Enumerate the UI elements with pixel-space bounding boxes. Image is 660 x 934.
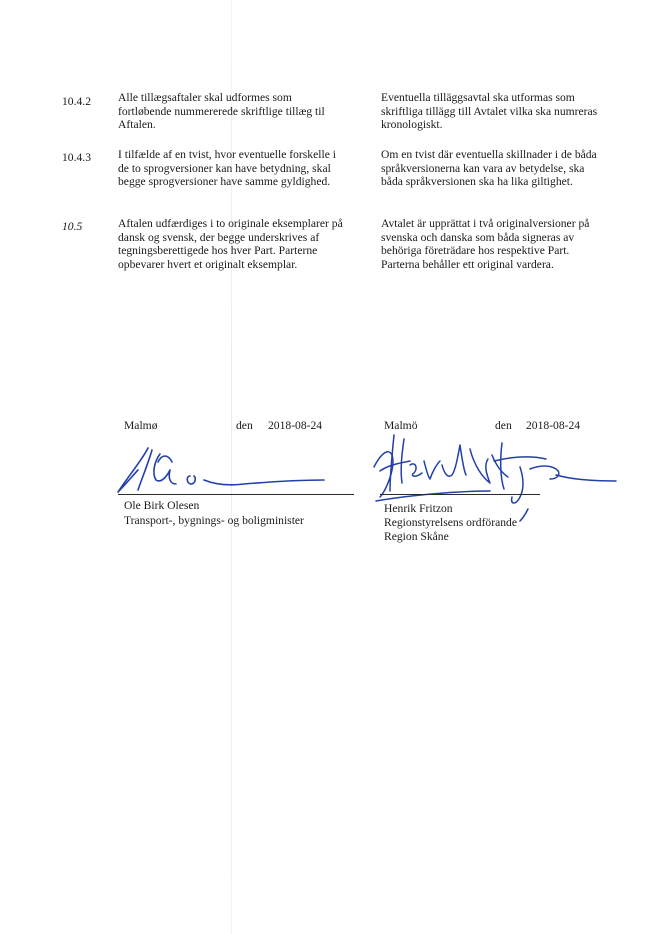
clause-10-4-3-swedish: Om en tvist där eventuella skillnader i de båda språkversionerna kan vara av betydelse, ska båda språkversionen ska ha lika giltighet.	[381, 148, 597, 189]
right-signer-org: Region Skåne	[384, 530, 449, 543]
left-handwritten-signature	[108, 440, 358, 500]
left-signer-title: Transport-, bygnings- og boligminister	[124, 514, 304, 527]
clause-10-4-2-swedish: Eventuella tilläggsavtal ska utformas som skriftliga tillägg till Avtalet vilka ska numreras kronologiskt.	[381, 91, 598, 132]
right-sign-den: den	[495, 419, 512, 432]
left-sign-place: Malmø	[124, 419, 158, 432]
clause-number-10-4-2: 10.4.2	[62, 95, 91, 108]
clause-10-5-swedish: Avtalet är upprättat i två originalversioner på svenska och danska som båda signeras av behöriga företrädare hos respektive Part. Parterna behåller ett original vardera.	[381, 217, 590, 271]
left-sign-den: den	[236, 419, 253, 432]
left-signature-line	[118, 494, 354, 495]
clause-10-5-danish: Aftalen udfærdiges i to originale eksemplarer på dansk og svensk, der begge underskrives af tegningsberettigede hos hver Part. Parterne opbevarer hvert et originalt eksemplar.	[118, 217, 343, 271]
right-sign-place: Malmö	[384, 419, 418, 432]
clause-10-4-2-danish: Alle tillægsaftaler skal udformes som fortløbende nummererede skriftlige tillæg til Aftalen.	[118, 91, 325, 132]
left-sign-date: 2018-08-24	[268, 419, 323, 432]
right-signer-title: Regionstyrelsens ordförande	[384, 516, 517, 529]
clause-number-10-4-3: 10.4.3	[62, 151, 91, 164]
left-signer-name: Ole Birk Olesen	[124, 499, 200, 512]
right-sign-date: 2018-08-24	[526, 419, 581, 432]
clause-number-10-5: 10.5	[62, 220, 83, 233]
clause-10-4-3-danish: I tilfælde af en tvist, hvor eventuelle forskelle i de to sprogversioner kan have betydning, skal begge sprogversioner have samme gyldighed.	[118, 148, 336, 189]
right-signer-name: Henrik Fritzon	[384, 502, 453, 515]
right-signature-line	[380, 494, 540, 495]
